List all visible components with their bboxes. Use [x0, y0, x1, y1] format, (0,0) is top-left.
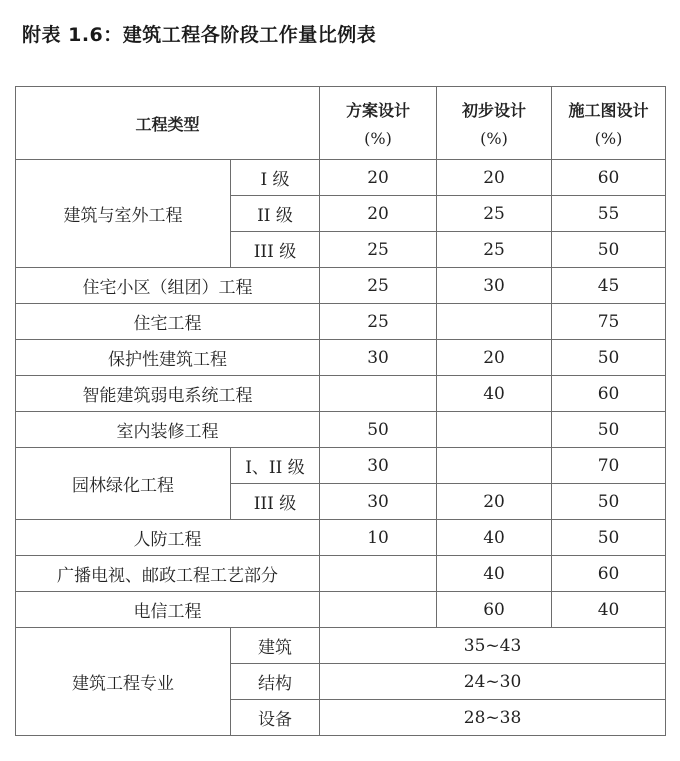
cell-scheme: 10	[320, 520, 437, 556]
cell-construction: 60	[552, 160, 666, 196]
cell-preliminary: 25	[437, 232, 552, 268]
row-name: 建筑与室外工程	[16, 160, 231, 268]
row-level: III 级	[231, 484, 320, 520]
cell-scheme	[320, 556, 437, 592]
cell-preliminary: 40	[437, 376, 552, 412]
cell-preliminary	[437, 304, 552, 340]
table-row	[16, 160, 666, 196]
row-name: 广播电视、邮政工程工艺部分	[16, 556, 320, 592]
cell-scheme: 25	[320, 268, 437, 304]
table-row	[16, 556, 666, 592]
table-row	[16, 304, 666, 340]
row-specialty-label: 结构	[231, 664, 320, 700]
header-construction-design: 施工图设计 (%)	[552, 87, 666, 160]
header-preliminary-design: 初步设计 (%)	[437, 87, 552, 160]
cell-preliminary: 40	[437, 520, 552, 556]
cell-range: 24~30	[320, 664, 666, 700]
cell-scheme: 50	[320, 412, 437, 448]
cell-preliminary: 20	[437, 340, 552, 376]
cell-scheme: 25	[320, 304, 437, 340]
cell-construction: 50	[552, 232, 666, 268]
cell-preliminary: 20	[437, 484, 552, 520]
cell-construction: 50	[552, 412, 666, 448]
row-specialty-label: 设备	[231, 700, 320, 736]
cell-range: 28~38	[320, 700, 666, 736]
cell-construction: 40	[552, 592, 666, 628]
table-header-row	[16, 87, 666, 160]
row-name: 智能建筑弱电系统工程	[16, 376, 320, 412]
cell-construction: 50	[552, 340, 666, 376]
cell-preliminary	[437, 448, 552, 484]
row-name: 园林绿化工程	[16, 448, 231, 520]
workload-ratio-table	[15, 86, 666, 736]
row-name: 住宅工程	[16, 304, 320, 340]
table-row	[16, 376, 666, 412]
cell-construction: 60	[552, 376, 666, 412]
row-name: 室内装修工程	[16, 412, 320, 448]
row-name: 人防工程	[16, 520, 320, 556]
row-name: 住宅小区（组团）工程	[16, 268, 320, 304]
cell-construction: 45	[552, 268, 666, 304]
row-name: 电信工程	[16, 592, 320, 628]
cell-preliminary: 20	[437, 160, 552, 196]
header-project-type: 工程类型	[16, 87, 320, 160]
row-level: I、II 级	[231, 448, 320, 484]
table-row	[16, 268, 666, 304]
table-row	[16, 592, 666, 628]
row-specialty-label: 建筑	[231, 628, 320, 664]
table-row	[16, 340, 666, 376]
table-row	[16, 628, 666, 664]
row-name: 保护性建筑工程	[16, 340, 320, 376]
cell-scheme	[320, 376, 437, 412]
cell-construction: 75	[552, 304, 666, 340]
cell-scheme: 20	[320, 196, 437, 232]
cell-scheme: 30	[320, 484, 437, 520]
cell-preliminary: 25	[437, 196, 552, 232]
cell-preliminary	[437, 412, 552, 448]
cell-scheme: 30	[320, 340, 437, 376]
cell-scheme: 25	[320, 232, 437, 268]
row-level: III 级	[231, 232, 320, 268]
cell-range: 35~43	[320, 628, 666, 664]
table-row	[16, 412, 666, 448]
cell-construction: 70	[552, 448, 666, 484]
cell-scheme	[320, 592, 437, 628]
cell-preliminary: 30	[437, 268, 552, 304]
header-scheme-design: 方案设计 (%)	[320, 87, 437, 160]
cell-construction: 50	[552, 484, 666, 520]
cell-construction: 50	[552, 520, 666, 556]
table-row	[16, 448, 666, 484]
row-level: II 级	[231, 196, 320, 232]
table-row	[16, 520, 666, 556]
page-title: 附表 1.6：建筑工程各阶段工作量比例表	[22, 24, 377, 46]
cell-scheme: 30	[320, 448, 437, 484]
cell-construction: 55	[552, 196, 666, 232]
row-level: I 级	[231, 160, 320, 196]
cell-preliminary: 40	[437, 556, 552, 592]
cell-scheme: 20	[320, 160, 437, 196]
cell-construction: 60	[552, 556, 666, 592]
row-name: 建筑工程专业	[16, 628, 231, 736]
cell-preliminary: 60	[437, 592, 552, 628]
